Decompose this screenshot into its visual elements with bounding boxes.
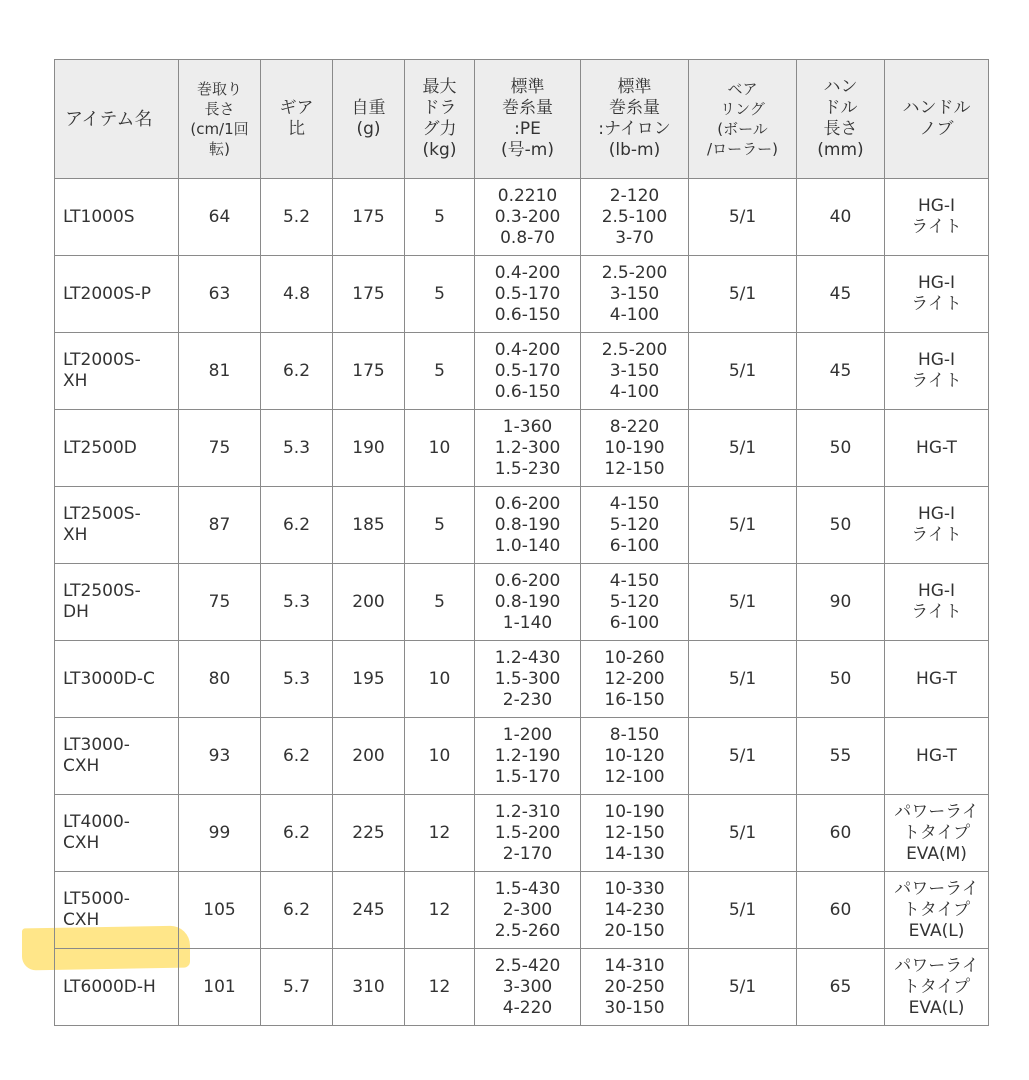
max-drag-cell: 12	[405, 872, 475, 949]
weight-cell: 190	[333, 410, 405, 487]
pe-capacity-cell-line: 0.6-200	[494, 493, 561, 514]
item-name-cell: LT2500S- XH	[55, 487, 179, 564]
nylon-capacity-cell	[581, 410, 689, 487]
nylon-capacity-cell-line: 10-330	[604, 878, 665, 899]
nylon-capacity-cell	[581, 333, 689, 410]
pe-capacity-cell-line: 2-300	[502, 899, 553, 920]
bearing-cell: 5/1	[689, 333, 797, 410]
weight-cell: 225	[333, 795, 405, 872]
bearing-cell: 5/1	[689, 487, 797, 564]
pe-capacity-cell-line: 4-220	[502, 997, 553, 1018]
weight-cell: 185	[333, 487, 405, 564]
nylon-capacity-cell-line: 2.5-200	[601, 339, 668, 360]
handle-knob-cell: パワーライ トタイプ EVA(M)	[885, 795, 989, 872]
pe-capacity-cell-line: 1.2-310	[494, 801, 561, 822]
handle-knob-cell: HG-I ライト	[885, 487, 989, 564]
weight-cell: 310	[333, 949, 405, 1026]
handle-knob-cell: HG-T	[885, 641, 989, 718]
pe-capacity-cell-line: 1.5-200	[494, 822, 561, 843]
header-line-capacity-nylon: 標準 巻糸量 :ナイロン (lb-m)	[581, 60, 689, 179]
header-line-capacity-pe: 標準 巻糸量 :PE (号-m)	[475, 60, 581, 179]
bearing-cell: 5/1	[689, 179, 797, 256]
retrieve-length-cell: 81	[179, 333, 261, 410]
bearing-cell: 5/1	[689, 256, 797, 333]
retrieve-length-cell: 75	[179, 564, 261, 641]
retrieve-length-cell: 80	[179, 641, 261, 718]
table-row	[55, 949, 989, 1026]
nylon-capacity-cell-line: 4-150	[609, 570, 660, 591]
nylon-capacity-cell-line: 6-100	[609, 612, 660, 633]
table-row	[55, 410, 989, 487]
max-drag-cell: 10	[405, 718, 475, 795]
pe-capacity-cell-line: 2.5-260	[494, 920, 561, 941]
pe-capacity-cell-line: 0.5-170	[494, 360, 561, 381]
table-body	[55, 179, 989, 1026]
weight-cell: 200	[333, 718, 405, 795]
pe-capacity-cell-line: 0.8-70	[500, 227, 555, 248]
pe-capacity-cell-line: 0.2210	[497, 185, 558, 206]
item-name-cell: LT4000- CXH	[55, 795, 179, 872]
pe-capacity-cell-line: 1-360	[502, 416, 553, 437]
handle-knob-cell: HG-I ライト	[885, 564, 989, 641]
handle-length-cell: 45	[797, 256, 885, 333]
bearing-cell: 5/1	[689, 718, 797, 795]
nylon-capacity-cell	[581, 718, 689, 795]
header-row	[55, 60, 989, 179]
pe-capacity-cell-line: 1-200	[502, 724, 553, 745]
pe-capacity-cell-line: 0.6-150	[494, 381, 561, 402]
handle-length-cell: 50	[797, 487, 885, 564]
pe-capacity-cell	[475, 179, 581, 256]
pe-capacity-cell	[475, 795, 581, 872]
handle-length-cell: 65	[797, 949, 885, 1026]
handle-length-cell: 40	[797, 179, 885, 256]
nylon-capacity-cell-line: 12-150	[604, 458, 665, 479]
nylon-capacity-cell-line: 8-150	[609, 724, 660, 745]
pe-capacity-cell-line: 1.2-190	[494, 745, 561, 766]
nylon-capacity-cell-line: 5-120	[609, 514, 660, 535]
gear-ratio-cell: 6.2	[261, 333, 333, 410]
nylon-capacity-cell	[581, 641, 689, 718]
max-drag-cell: 5	[405, 256, 475, 333]
nylon-capacity-cell-line: 2.5-100	[601, 206, 668, 227]
pe-capacity-cell-line: 0.4-200	[494, 262, 561, 283]
handle-length-cell: 50	[797, 641, 885, 718]
nylon-capacity-cell	[581, 564, 689, 641]
table-row	[55, 179, 989, 256]
max-drag-cell: 12	[405, 949, 475, 1026]
nylon-capacity-cell-line: 3-70	[615, 227, 654, 248]
weight-cell: 195	[333, 641, 405, 718]
nylon-capacity-cell-line: 10-190	[604, 437, 665, 458]
handle-length-cell: 55	[797, 718, 885, 795]
gear-ratio-cell: 6.2	[261, 795, 333, 872]
max-drag-cell: 5	[405, 333, 475, 410]
max-drag-cell: 12	[405, 795, 475, 872]
nylon-capacity-cell-line: 20-250	[604, 976, 665, 997]
header-handle-length: ハン ドル 長さ (mm)	[797, 60, 885, 179]
retrieve-length-cell: 75	[179, 410, 261, 487]
pe-capacity-cell-line: 1.2-300	[494, 437, 561, 458]
nylon-capacity-cell-line: 12-150	[604, 822, 665, 843]
pe-capacity-cell	[475, 949, 581, 1026]
nylon-capacity-cell-line: 4-100	[609, 381, 660, 402]
nylon-capacity-cell-line: 5-120	[609, 591, 660, 612]
pe-capacity-cell-line: 0.5-170	[494, 283, 561, 304]
weight-cell: 175	[333, 179, 405, 256]
table-row	[55, 333, 989, 410]
weight-cell: 200	[333, 564, 405, 641]
pe-capacity-cell-line: 0.6-150	[494, 304, 561, 325]
pe-capacity-cell-line: 1.5-170	[494, 766, 561, 787]
weight-cell: 175	[333, 256, 405, 333]
pe-capacity-cell-line: 0.3-200	[494, 206, 561, 227]
pe-capacity-cell	[475, 256, 581, 333]
pe-capacity-cell	[475, 564, 581, 641]
nylon-capacity-cell	[581, 949, 689, 1026]
gear-ratio-cell: 6.2	[261, 718, 333, 795]
pe-capacity-cell-line: 3-300	[502, 976, 553, 997]
spec-table-container	[54, 59, 988, 1026]
nylon-capacity-cell-line: 12-100	[604, 766, 665, 787]
retrieve-length-cell: 101	[179, 949, 261, 1026]
max-drag-cell: 5	[405, 564, 475, 641]
gear-ratio-cell: 5.3	[261, 641, 333, 718]
table-row	[55, 795, 989, 872]
bearing-cell: 5/1	[689, 795, 797, 872]
handle-length-cell: 60	[797, 872, 885, 949]
nylon-capacity-cell-line: 6-100	[609, 535, 660, 556]
header-weight: 自重 (g)	[333, 60, 405, 179]
nylon-capacity-cell-line: 10-190	[604, 801, 665, 822]
item-name-cell: LT3000- CXH	[55, 718, 179, 795]
handle-knob-cell: HG-T	[885, 718, 989, 795]
table-row	[55, 641, 989, 718]
handle-length-cell: 50	[797, 410, 885, 487]
header-gear-ratio: ギア 比	[261, 60, 333, 179]
bearing-cell: 5/1	[689, 872, 797, 949]
nylon-capacity-cell	[581, 795, 689, 872]
nylon-capacity-cell-line: 4-150	[609, 493, 660, 514]
nylon-capacity-cell-line: 20-150	[604, 920, 665, 941]
nylon-capacity-cell-line: 3-150	[609, 283, 660, 304]
handle-knob-cell: HG-I ライト	[885, 179, 989, 256]
nylon-capacity-cell-line: 12-200	[604, 668, 665, 689]
pe-capacity-cell-line: 0.8-190	[494, 591, 561, 612]
pe-capacity-cell-line: 1-140	[502, 612, 553, 633]
retrieve-length-cell: 105	[179, 872, 261, 949]
max-drag-cell: 5	[405, 487, 475, 564]
bearing-cell: 5/1	[689, 410, 797, 487]
nylon-capacity-cell-line: 30-150	[604, 997, 665, 1018]
gear-ratio-cell: 5.3	[261, 564, 333, 641]
table-row	[55, 256, 989, 333]
pe-capacity-cell-line: 2-170	[502, 843, 553, 864]
item-name-cell: LT5000- CXH	[55, 872, 179, 949]
retrieve-length-cell: 87	[179, 487, 261, 564]
nylon-capacity-cell-line: 14-310	[604, 955, 665, 976]
pe-capacity-cell-line: 1.5-430	[494, 878, 561, 899]
retrieve-length-cell: 99	[179, 795, 261, 872]
gear-ratio-cell: 5.2	[261, 179, 333, 256]
gear-ratio-cell: 5.3	[261, 410, 333, 487]
nylon-capacity-cell-line: 8-220	[609, 416, 660, 437]
gear-ratio-cell: 5.7	[261, 949, 333, 1026]
item-name-cell: LT6000D-H	[55, 949, 179, 1026]
weight-cell: 175	[333, 333, 405, 410]
pe-capacity-cell	[475, 333, 581, 410]
header-handle-knob: ハンドル ノブ	[885, 60, 989, 179]
pe-capacity-cell-line: 2-230	[502, 689, 553, 710]
max-drag-cell: 10	[405, 641, 475, 718]
pe-capacity-cell	[475, 487, 581, 564]
handle-length-cell: 60	[797, 795, 885, 872]
retrieve-length-cell: 93	[179, 718, 261, 795]
pe-capacity-cell	[475, 641, 581, 718]
nylon-capacity-cell-line: 14-230	[604, 899, 665, 920]
table-row	[55, 487, 989, 564]
header-retrieve-length: 巻取り 長さ (cm/1回 転)	[179, 60, 261, 179]
nylon-capacity-cell	[581, 487, 689, 564]
item-name-cell: LT1000S	[55, 179, 179, 256]
max-drag-cell: 10	[405, 410, 475, 487]
pe-capacity-cell	[475, 872, 581, 949]
handle-knob-cell: HG-I ライト	[885, 256, 989, 333]
pe-capacity-cell	[475, 718, 581, 795]
item-name-cell: LT3000D-C	[55, 641, 179, 718]
nylon-capacity-cell-line: 16-150	[604, 689, 665, 710]
handle-knob-cell: パワーライ トタイプ EVA(L)	[885, 872, 989, 949]
header-item-name: アイテム名	[55, 60, 179, 179]
nylon-capacity-cell	[581, 179, 689, 256]
bearing-cell: 5/1	[689, 641, 797, 718]
spec-table	[54, 59, 989, 1026]
weight-cell: 245	[333, 872, 405, 949]
nylon-capacity-cell	[581, 872, 689, 949]
table-row	[55, 872, 989, 949]
item-name-cell: LT2000S-P	[55, 256, 179, 333]
table-row	[55, 718, 989, 795]
item-name-cell: LT2500D	[55, 410, 179, 487]
retrieve-length-cell: 63	[179, 256, 261, 333]
pe-capacity-cell-line: 1.2-430	[494, 647, 561, 668]
pe-capacity-cell-line: 1.5-300	[494, 668, 561, 689]
pe-capacity-cell-line: 2.5-420	[494, 955, 561, 976]
pe-capacity-cell-line: 0.8-190	[494, 514, 561, 535]
handle-length-cell: 45	[797, 333, 885, 410]
handle-length-cell: 90	[797, 564, 885, 641]
pe-capacity-cell-line: 1.5-230	[494, 458, 561, 479]
table-row	[55, 564, 989, 641]
nylon-capacity-cell-line: 4-100	[609, 304, 660, 325]
gear-ratio-cell: 6.2	[261, 872, 333, 949]
nylon-capacity-cell-line: 10-260	[604, 647, 665, 668]
nylon-capacity-cell-line: 2-120	[609, 185, 660, 206]
nylon-capacity-cell-line: 3-150	[609, 360, 660, 381]
handle-knob-cell: HG-I ライト	[885, 333, 989, 410]
handle-knob-cell: パワーライ トタイプ EVA(L)	[885, 949, 989, 1026]
pe-capacity-cell	[475, 410, 581, 487]
pe-capacity-cell-line: 0.6-200	[494, 570, 561, 591]
item-name-cell: LT2000S- XH	[55, 333, 179, 410]
max-drag-cell: 5	[405, 179, 475, 256]
bearing-cell: 5/1	[689, 949, 797, 1026]
nylon-capacity-cell-line: 2.5-200	[601, 262, 668, 283]
nylon-capacity-cell-line: 14-130	[604, 843, 665, 864]
gear-ratio-cell: 4.8	[261, 256, 333, 333]
pe-capacity-cell-line: 1.0-140	[494, 535, 561, 556]
item-name-cell: LT2500S- DH	[55, 564, 179, 641]
handle-knob-cell: HG-T	[885, 410, 989, 487]
header-max-drag: 最大 ドラ グ力 (kg)	[405, 60, 475, 179]
pe-capacity-cell-line: 0.4-200	[494, 339, 561, 360]
nylon-capacity-cell	[581, 256, 689, 333]
gear-ratio-cell: 6.2	[261, 487, 333, 564]
nylon-capacity-cell-line: 10-120	[604, 745, 665, 766]
retrieve-length-cell: 64	[179, 179, 261, 256]
header-bearing: ベア リング (ボール /ローラー)	[689, 60, 797, 179]
bearing-cell: 5/1	[689, 564, 797, 641]
